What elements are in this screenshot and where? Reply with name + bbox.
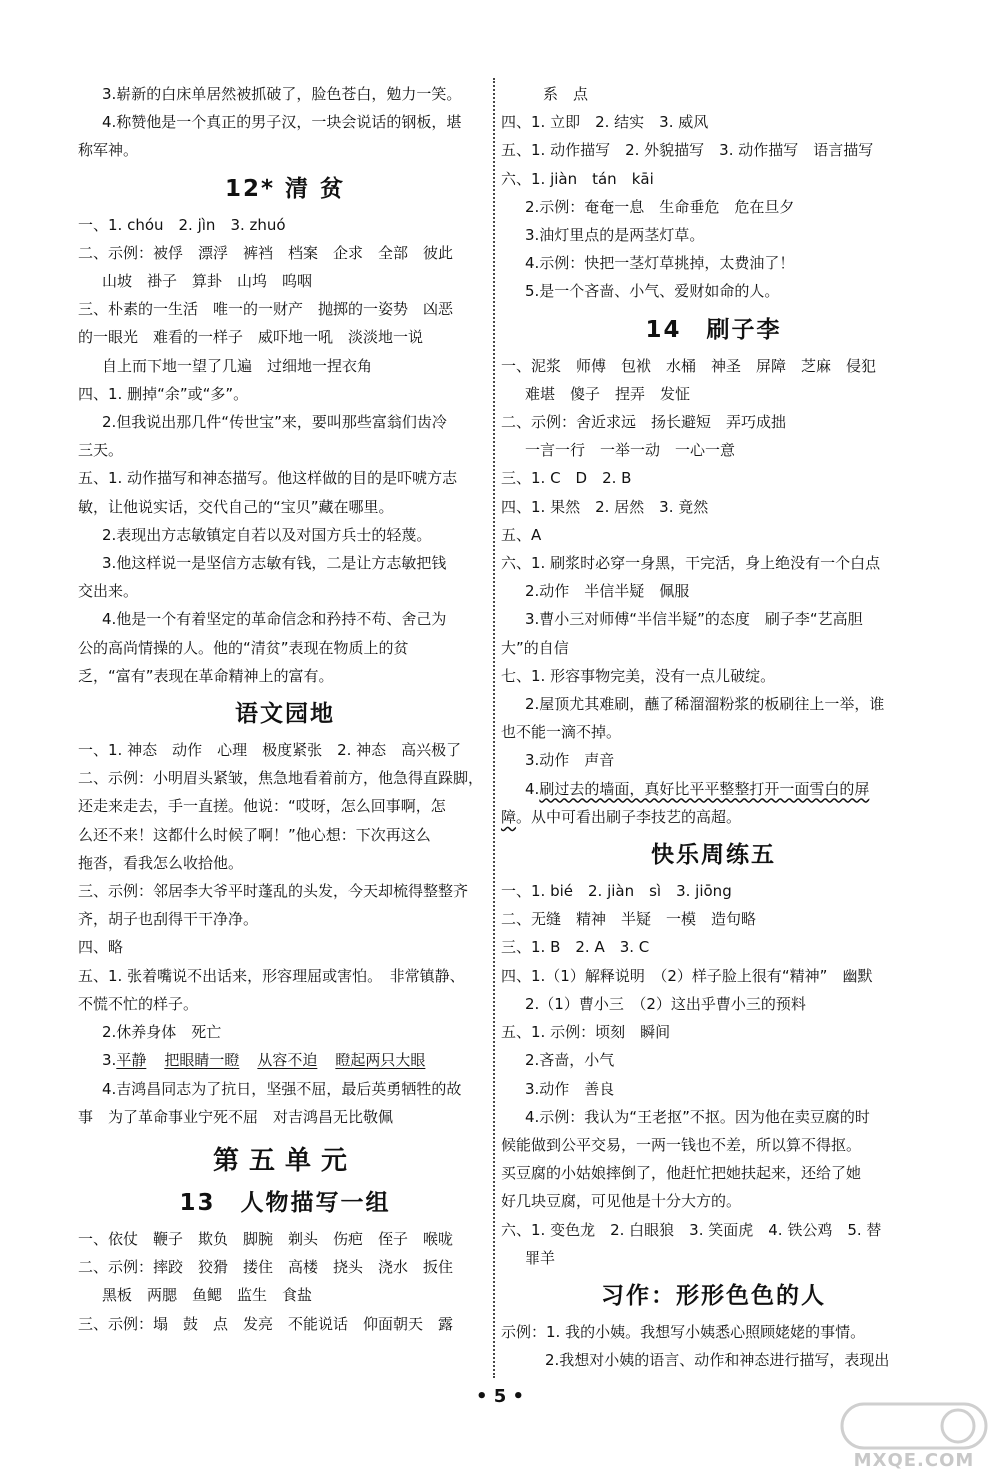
answer-line: 还走来走去，手一直搓。他说：“哎呀，怎么回事啊，怎 [78, 797, 446, 816]
section-heading-12: 12* 清 贫 [224, 175, 346, 202]
underlined-answer: 平静 [116, 1051, 147, 1070]
answer-line: 2.（1）曹小三 （2）这出乎曹小三的预料 [525, 994, 806, 1013]
answer-line: 四、1. 删掉“余”或“多”。 [78, 384, 249, 403]
answer-line: 一、泥浆 师傅 包袱 水桶 神圣 屏障 芝麻 侵犯 [501, 356, 877, 375]
answer-line: 交出来。 [78, 582, 139, 601]
answer-line: 2.我想对小姨的语言、动作和神态进行描写，表现出 [545, 1351, 890, 1370]
answer-line: 二、示例：摔跤 狡猾 搂住 高楼 挠头 浇水 扳住 [78, 1258, 454, 1277]
answer-line: 三、示例：塌 鼓 点 发亮 不能说话 仰面朝天 露 [78, 1314, 454, 1333]
answer-line: 四、1. 立即 2. 结实 3. 威风 [501, 113, 709, 132]
answer-line: 六、1. jiàn tán kāi [501, 169, 654, 188]
answer-line: 二、示例：舍近求远 扬长避短 弄巧成拙 [501, 413, 787, 432]
answer-line: 六、1. 刷浆时必穿一身黑，干完活，身上绝没有一个白点 [501, 554, 881, 573]
page-number: • 5 • [475, 1386, 525, 1407]
answer-line: 齐，胡子也刮得干干净净。 [78, 910, 259, 929]
answer-line: 不慌不忙的样子。 [78, 994, 199, 1013]
answer-line: 六、1. 变色龙 2. 白眼狼 3. 笑面虎 4. 铁公鸡 5. 替 [501, 1220, 882, 1239]
answer-line: 黑板 两腮 鱼鳃 监生 食盐 [102, 1286, 313, 1305]
right-column [501, 80, 926, 1374]
answer-line: 5.是一个吝啬、小气、爱财如命的人。 [525, 282, 780, 301]
answer-line: 3.曹小三对师傅“半信半疑”的态度 刷子李“艺高胆 [525, 610, 863, 629]
answer-line: 四、略 [78, 938, 124, 957]
section-heading-yuwen-yuandi: 语文园地 [235, 701, 335, 728]
section-heading-14: 14 刷子李 [645, 316, 782, 343]
text-line: 系 点 [543, 85, 589, 103]
answer-text: 。从中可看出刷子李技艺的高超。 [516, 807, 742, 826]
answer-line: 罪羊 [525, 1248, 556, 1267]
answer-line: 2.表现出方志敏镇定自若以及对国方兵士的轻蔑。 [102, 525, 432, 544]
answer-line: 2.休养身体 死亡 [102, 1023, 222, 1042]
answer-line: 2.示例：奄奄一息 生命垂危 危在旦夕 [525, 197, 795, 216]
answer-line: 么还不来！这都什么时候了啊！”他心想：下次再这么 [78, 825, 431, 844]
underlined-answer: 从容不迫 [257, 1051, 318, 1070]
answer-line: 乏，“富有”表现在革命精神上的富有。 [78, 666, 334, 685]
answer-line: 一、1. bié 2. jiàn sì 3. jiōng [501, 882, 732, 901]
answer-line: 三、示例：邻居李大爷平时蓬乱的头发，今天却梳得整整齐 [78, 882, 469, 901]
answer-line: 四、1.（1）解释说明 （2）样子脸上很有“精神” 幽默 [501, 966, 873, 985]
answer-line: 五、1. 张着嘴说不出话来，形容理屈或害怕。 非常镇静、 [78, 966, 465, 985]
answer-line: 自上而下地一望了几遍 过细地一捏衣角 [102, 356, 373, 375]
answer-line: 候能做到公平交易，一两一钱也不差，所以算不得抠。 [501, 1135, 862, 1154]
answer-line: 三、1. C D 2. B [501, 469, 632, 488]
text-line: 4.称赞他是一个真正的男子汉，一块会说话的钢板，堪 [102, 113, 462, 132]
text-line: 称军神。 [78, 141, 139, 160]
answer-line-underlined [78, 1046, 492, 1074]
answer-line: 4.吉鸿昌同志为了抗日，坚强不屈，最后英勇牺牲的故 [102, 1079, 462, 1098]
answer-line: 2.吝啬，小气 [525, 1051, 615, 1070]
text-line: 3.崭新的白床单居然被抓破了，脸色苍白，勉力一笑。 [102, 85, 462, 103]
answer-line: 的一眼光 难看的一样子 威吓地一吼 淡淡地一说 [78, 328, 424, 347]
answer-line: 3.他这样说一是坚信方志敏有钱，二是让方志敏把钱 [102, 554, 447, 573]
answer-line: 大”的自信 [501, 638, 569, 657]
watermark-logo [836, 1398, 992, 1472]
answer-line: 敏，让他说实话，交代自己的“宝贝”藏在哪里。 [78, 497, 394, 516]
answer-line: 三、朴素的一生活 唯一的一财产 抛掷的一姿势 凶恶 [78, 300, 454, 319]
answer-line: 3.动作 声音 [525, 751, 615, 770]
answer-line: 3.动作 善良 [525, 1079, 615, 1098]
answer-line: 难堪 傻子 捏弄 发怔 [525, 384, 691, 403]
answer-line-wavy [501, 775, 926, 803]
answer-line: 事 为了革命事业宁死不屈 对吉鸿昌无比敬佩 [78, 1107, 394, 1126]
answer-line: 4.示例：快把一茎灯草挑掉，太费油了！ [525, 254, 795, 273]
left-column [78, 80, 492, 1338]
answer-line: 好几块豆腐，可见他是十分大方的。 [501, 1192, 742, 1211]
answer-line: 五、A [501, 525, 542, 544]
answer-line: 4.示例：我认为“王老抠”不抠。因为他在卖豆腐的时 [525, 1107, 870, 1126]
section-heading-kuaile-zhoulian: 快乐周练五 [651, 842, 776, 869]
answer-line: 五、1. 动作描写 2. 外貌描写 3. 动作描写 语言描写 [501, 141, 874, 160]
watermark-badge-icon [836, 1398, 992, 1454]
answer-line: 四、1. 果然 2. 居然 3. 竟然 [501, 497, 709, 516]
answer-line: 五、1. 示例：顷刻 瞬间 [501, 1023, 671, 1042]
answer-line: 示例：1. 我的小姨。我想写小姨悉心照顾姥姥的事情。 [501, 1322, 866, 1341]
answer-line: 2.屋顶尤其难刷，蘸了稀溜溜粉浆的板刷往上一举，谁 [525, 695, 885, 714]
answer-line: 2.动作 半信半疑 佩服 [525, 582, 690, 601]
wavy-underlined-answer: 障 [501, 807, 517, 826]
answer-line: 三天。 [78, 441, 124, 460]
underlined-answer: 瞪起两只大眼 [335, 1051, 426, 1070]
answer-line: 买豆腐的小姑娘摔倒了，他赶忙把她扶起来，还给了她 [501, 1164, 862, 1183]
answer-line: 一、1. 神态 动作 心理 极度紧张 2. 神态 高兴极了 [78, 741, 462, 760]
wavy-underlined-answer: 刷过去的墙面，真好比平平整整打开一面雪白的屏 [539, 779, 870, 798]
watermark-text: MXQE.COM [853, 1450, 975, 1471]
answer-line-wavy [501, 803, 926, 831]
answer-line: 二、示例：被俘 漂浮 裤裆 档案 企求 全部 彼此 [78, 243, 454, 262]
answer-line: 3.油灯里点的是两茎灯草。 [525, 226, 705, 245]
answer-line: 三、1. B 2. A 3. C [501, 938, 650, 957]
section-heading-13: 13 人物描写一组 [179, 1189, 391, 1216]
answer-prefix: 3. [102, 1051, 117, 1070]
underlined-answer: 把眼睛一瞪 [164, 1051, 240, 1070]
answer-line: 一言一行 一举一动 一心一意 [525, 441, 736, 460]
answer-line: 公的高尚情操的人。他的“清贫”表现在物质上的贫 [78, 638, 409, 657]
column-divider [493, 78, 495, 1378]
answer-line: 拖沓，看我怎么收拾他。 [78, 853, 244, 872]
answer-prefix: 4. [525, 779, 540, 798]
answer-line: 山坡 褂子 算卦 山坞 呜咽 [102, 272, 313, 291]
unit-heading: 第五单元 [212, 1145, 357, 1176]
answer-line: 4.他是一个有着坚定的革命信念和矜持不苟、舍己为 [102, 610, 447, 629]
answer-line: 一、依仗 鞭子 欺负 脚腕 剃头 伤疤 侄子 喉咙 [78, 1229, 454, 1248]
answer-line: 五、1. 动作描写和神态描写。他这样做的目的是吓唬方志 [78, 469, 458, 488]
answer-line: 一、1. chóu 2. jìn 3. zhuó [78, 215, 286, 234]
answer-line: 也不能一滴不掉。 [501, 723, 622, 742]
answer-line: 二、无缝 精神 半疑 一模 造句略 [501, 910, 757, 929]
section-heading-xizuo: 习作：形形色色的人 [601, 1282, 826, 1309]
answer-line: 七、1. 形容事物完美，没有一点儿破绽。 [501, 666, 776, 685]
answer-line: 2.但我说出那几件“传世宝”来，要叫那些富翁们齿冷 [102, 413, 447, 432]
answer-line: 二、示例：小明眉头紧皱，焦急地看着前方，他急得直跺脚， [78, 769, 484, 788]
